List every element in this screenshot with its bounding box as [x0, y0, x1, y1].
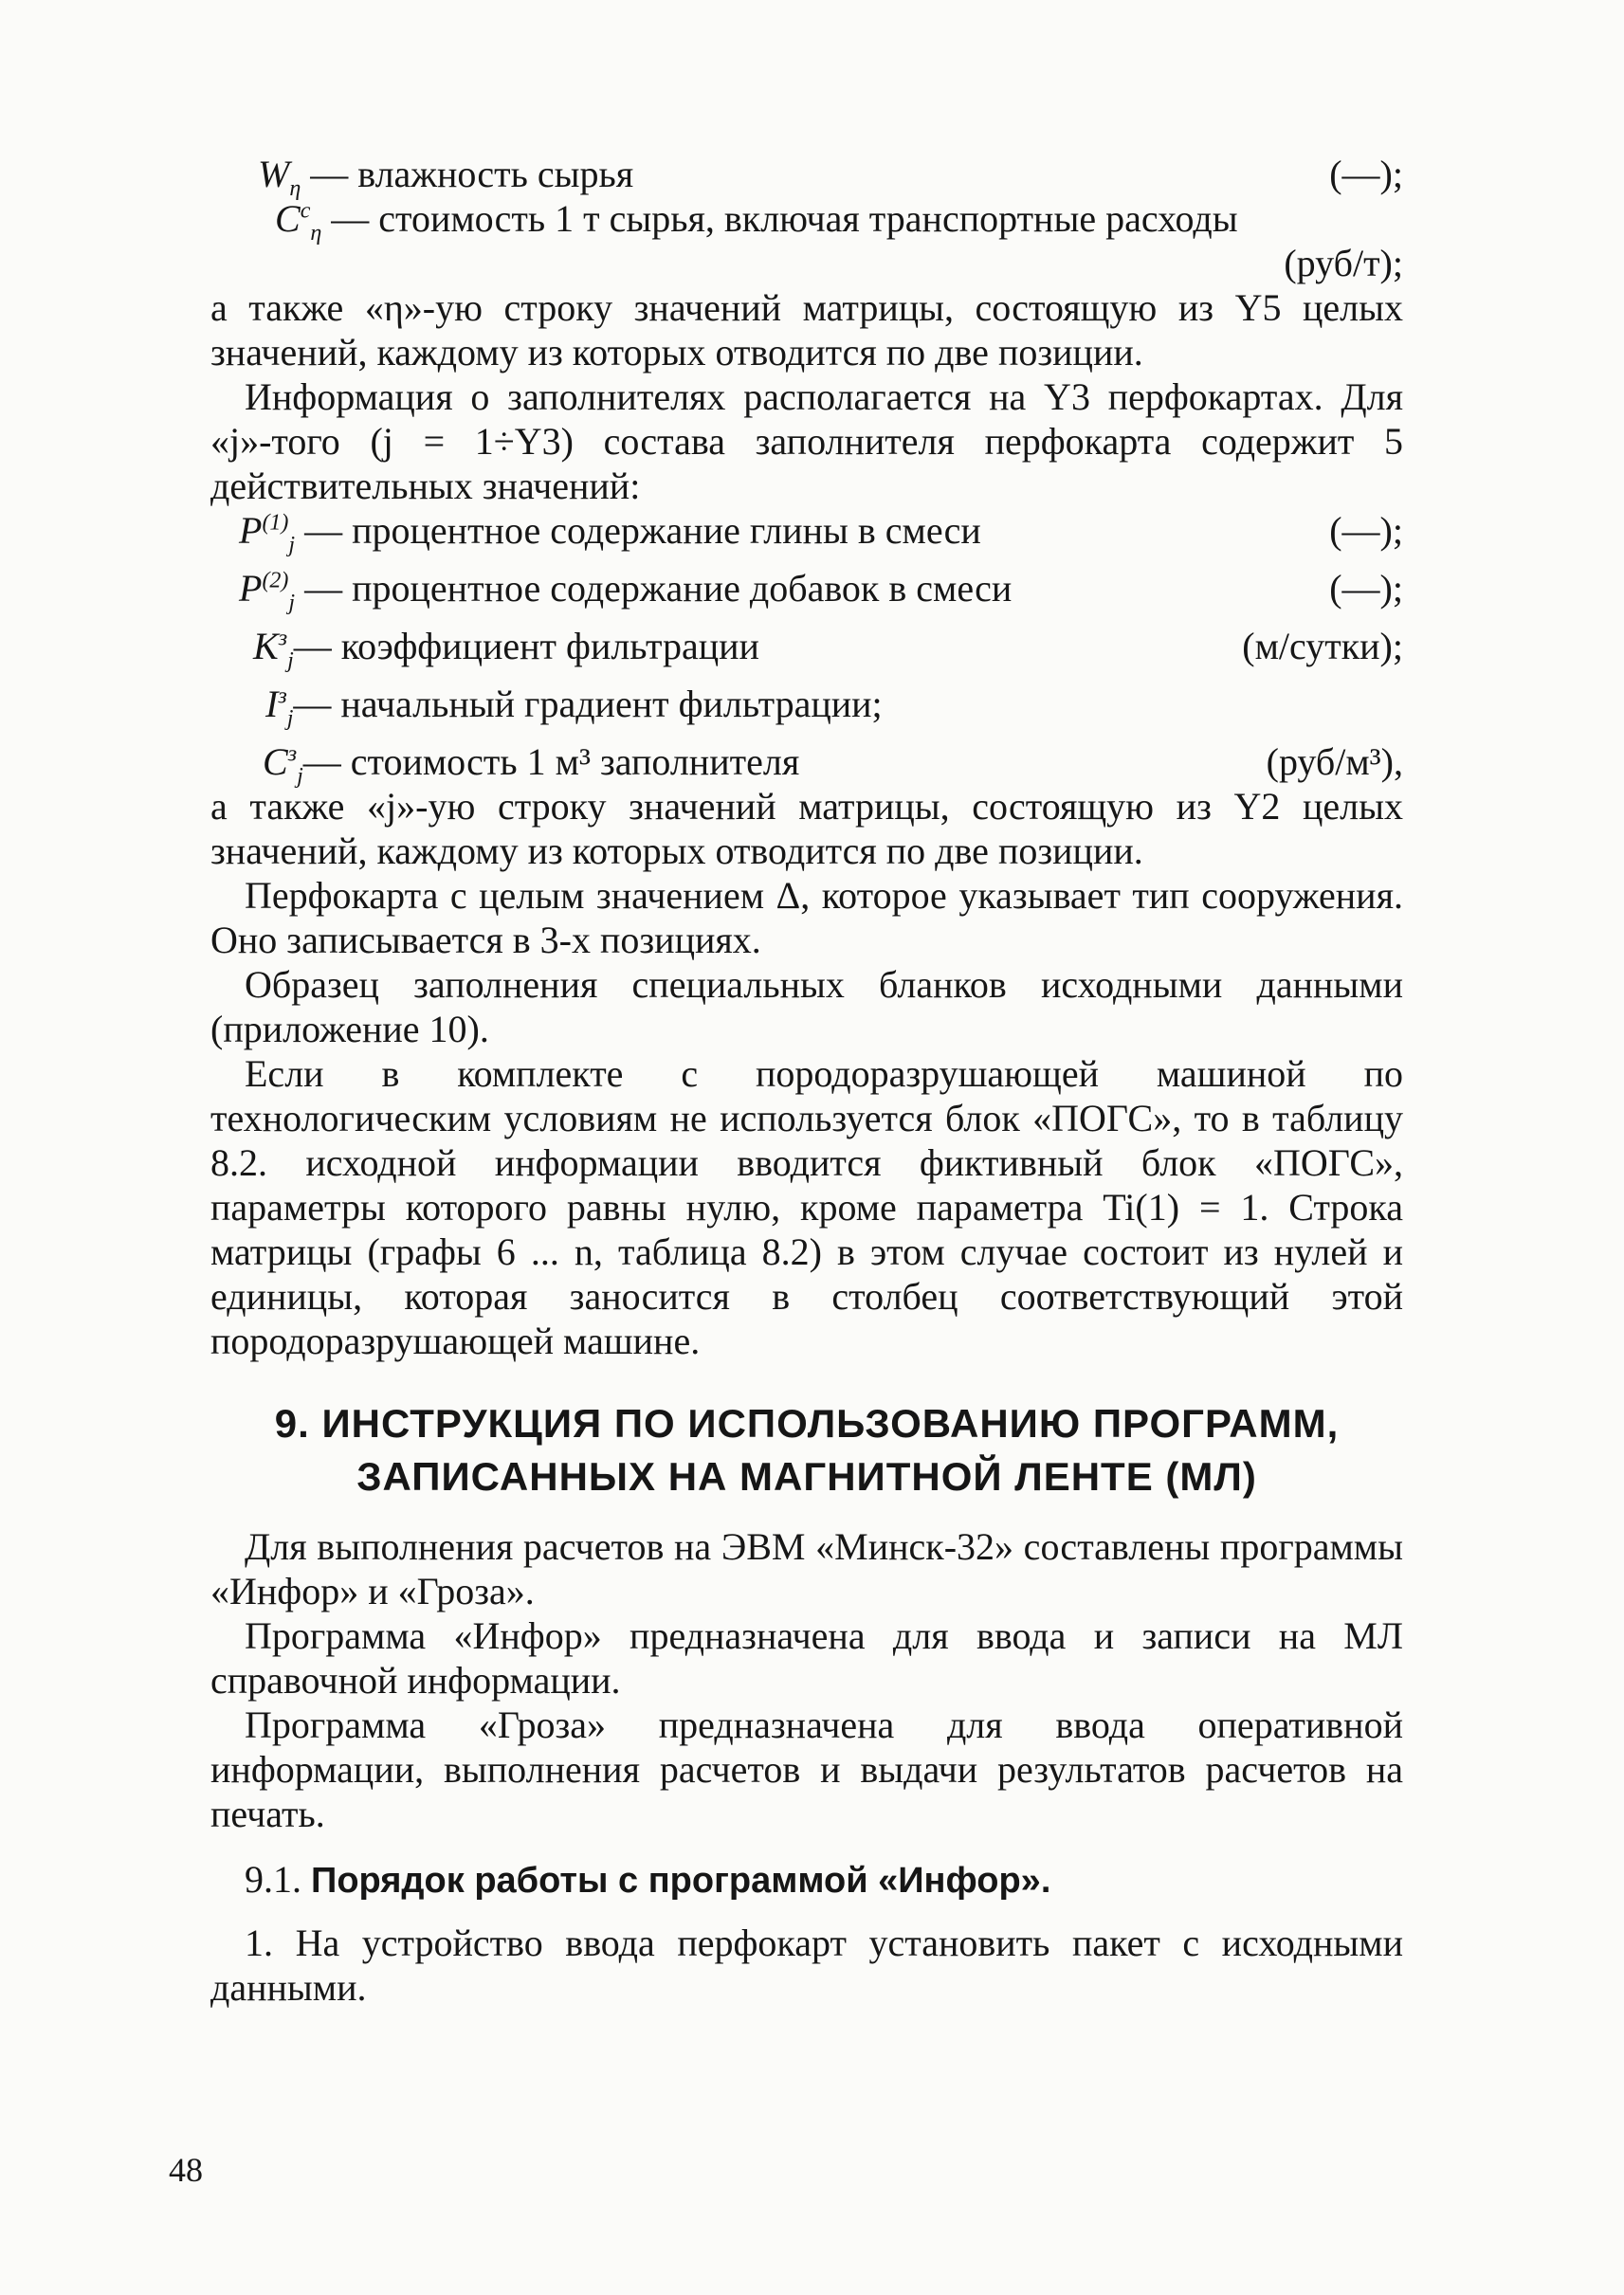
section-heading — [210, 1397, 1403, 1503]
definition-initial-gradient: $I^з_j$ — начальный градиент фильтрации; — [210, 682, 1403, 726]
paragraph: а также «j»-ую строку значений матрицы, состоящую из Y2 целых значений, каждому из которых отводится по две позиции. — [210, 785, 1403, 872]
definition-filtration-coef: $K^з_j$ — коэффициент фильтрации (м/сутки); — [253, 625, 1403, 673]
paragraph: Если в комплекте с породоразрушающей машиной по технологическим условиям не используется блок «ПОГС», то в таблицу 8.2. исходной информации вводится фиктивный блок «ПОГС», параметры которого равны нулю, кроме параметра Ti(1) = 1. Строка матрицы (графы 6 ... n, таблица 8.2) в этом случае состоит из нулей и единицы, которая заносится в столбец соответствующий этой породоразрушающей машине. — [210, 1052, 1403, 1362]
definition-raw-cost: $C^c_\eta$ — стоимость 1 т сырья, включая транспортные расходы — [210, 196, 1403, 241]
paragraph: Программа «Гроза» предназначена для ввода оперативной информации, выполнения расчетов и выдачи результатов расчетов на печать. — [210, 1703, 1403, 1835]
definition-unit: (—); — [1329, 153, 1403, 195]
paragraph: Программа «Инфор» предназначена для ввода и записи на МЛ справочной информации. — [210, 1614, 1403, 1702]
definition-unit: (м/сутки); — [1242, 625, 1403, 667]
paragraph: Для выполнения расчетов на ЭВМ «Минск-32» составлены программы «Инфор» и «Гроза». — [210, 1525, 1403, 1612]
definition-additive-percent: $P^{(2)}_j$ — процентное содержание добавок в смеси (—); — [239, 567, 1403, 615]
definition-unit: (—); — [1329, 567, 1403, 610]
section-heading-line-1: 9. ИНСТРУКЦИЯ ПО ИСПОЛЬЗОВАНИЮ ПРОГРАММ, — [274, 1401, 1340, 1446]
definition-text: стоимость 1 м³ заполнителя — [350, 740, 800, 783]
symbol-cz: $C^з_j$ — [263, 740, 303, 789]
section-number: 9. — [274, 1401, 310, 1446]
symbol-i: $I^з_j$ — [265, 683, 294, 731]
definition-unit: (руб/т); — [1284, 242, 1403, 284]
paragraph: Информация о заполнителях располагается на Y3 перфокартах. Для «j»-того (j = 1÷Y3) состава заполнителя перфокарта содержит 5 действительных значений: — [210, 375, 1403, 507]
definition-clay-percent: $P^{(1)}_j$ — процентное содержание глины в смеси (—); — [239, 509, 1403, 557]
paragraph: Перфокарта с целым значением Δ, которое указывает тип сооружения. Оно записывается в 3-х позициях. — [210, 874, 1403, 961]
paragraph: 1. На устройство ввода перфокарт установить пакет с исходными данными. — [210, 1922, 1403, 2009]
symbol-c: $C^c_\eta$ — [275, 197, 322, 246]
subsection-title: Порядок работы с программой «Инфор». — [311, 1861, 1051, 1901]
definition-text: начальный градиент фильтрации; — [340, 683, 883, 725]
symbol-w: $W_\eta$ — [258, 153, 301, 201]
definition-unit: (—); — [1329, 509, 1403, 552]
definition-text: процентное содержание глины в смеси — [352, 509, 981, 552]
paragraph: Образец заполнения специальных бланков исходными данными (приложение 10). — [210, 963, 1403, 1050]
definition-unit: (руб/м³), — [1266, 740, 1403, 783]
definition-text: коэффициент фильтрации — [340, 625, 759, 667]
definition-text: процентное содержание добавок в смеси — [352, 567, 1013, 610]
page-number: 48 — [169, 2151, 203, 2189]
definition-filler-cost: $C^з_j$ — стоимость 1 м³ заполнителя (руб/м³), — [263, 740, 1403, 789]
symbol-p1: $P^{(1)}_j$ — [239, 509, 296, 557]
symbol-p2: $P^{(2)}_j$ — [239, 567, 296, 615]
subsection-number: 9.1. — [245, 1858, 301, 1901]
definition-moisture: $W_\eta$ — влажность сырья (—); — [258, 153, 1403, 201]
subsection-heading — [245, 1857, 1403, 1903]
section-heading-line-2: ЗАПИСАННЫХ НА МАГНИТНОЙ ЛЕНТЕ (МЛ) — [356, 1454, 1257, 1499]
paragraph: а также «η»-ую строку значений матрицы, состоящую из Y5 целых значений, каждому из которых отводится по две позиции. — [210, 286, 1403, 373]
definition-text: стоимость 1 т сырья, включая транспортные расходы — [378, 197, 1238, 240]
symbol-k: $K^з_j$ — [253, 625, 294, 673]
page-content — [210, 152, 1403, 2010]
definition-text: влажность сырья — [357, 153, 634, 195]
